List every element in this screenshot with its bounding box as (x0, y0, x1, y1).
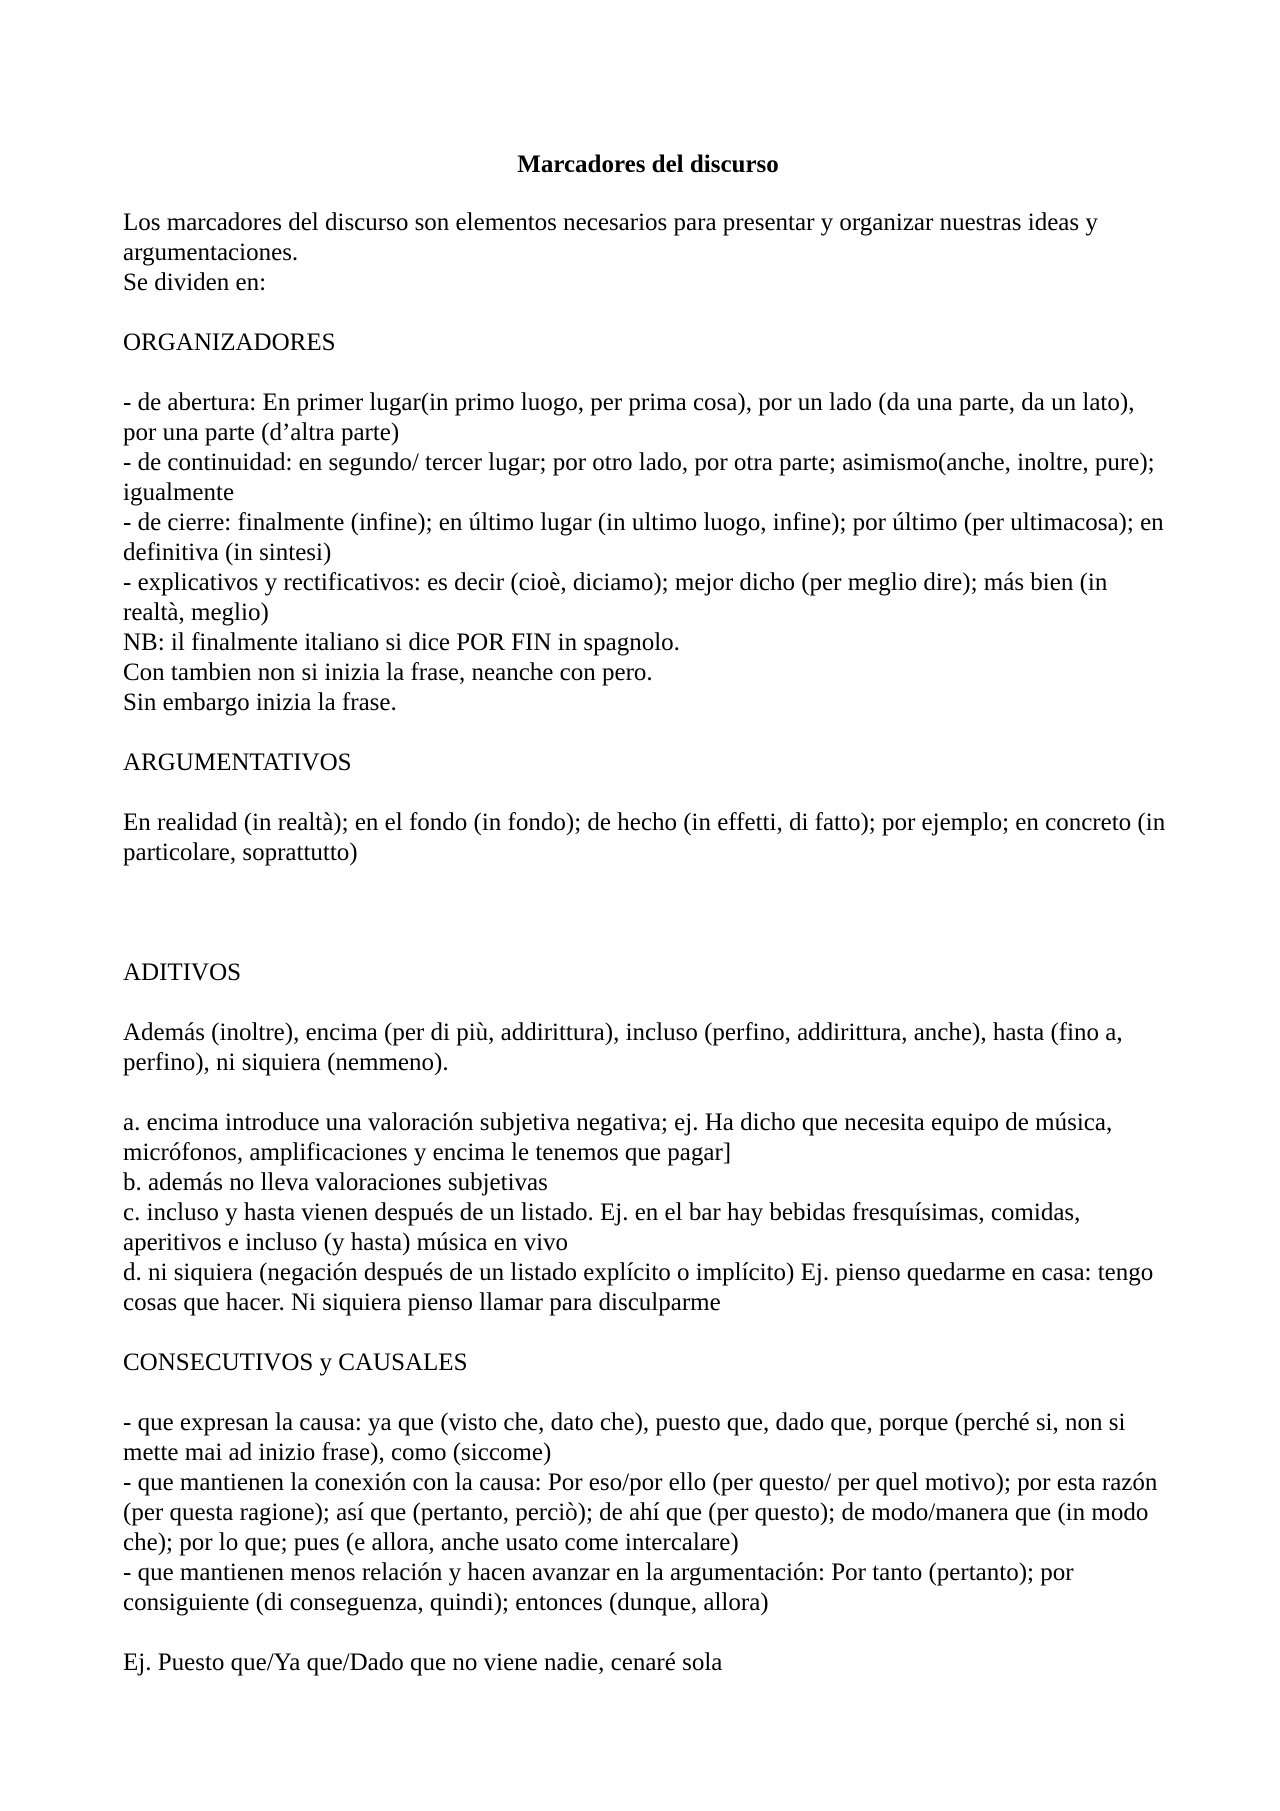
section-body-organizadores (123, 388, 1173, 718)
aditivos-line: Además (inoltre), encima (per di più, addirittura), incluso (perfino, addirittura, anche), hasta (fino a, perfino), ni siquiera (nemmeno). (123, 1019, 1123, 1076)
organizadores-line: Con tambien non si inizia la frase, neanche con pero. (123, 659, 653, 686)
consecutivos-example: Ej. Puesto que/Ya que/Dado que no viene nadie, cenaré sola (123, 1649, 723, 1676)
section-body-aditivos (123, 1018, 1173, 1078)
consecutivos-line: - que mantienen la conexión con la causa: Por eso/por ello (per questo/ per quel motivo); por esta razón (per questa ragione); así que (pertanto, perciò); de ahí que (per questo); de modo/manera que (in modo che); por lo que; pues (e allora, anche usato come intercalare) (123, 1469, 1158, 1556)
organizadores-line: - de abertura: En primer lugar(in primo luogo, per prima cosa), por un lado (da una parte, da un lato), por una parte (d’altra parte) (123, 389, 1135, 446)
aditivos-note: a. encima introduce una valoración subjetiva negativa; ej. Ha dicho que necesita equipo de música, micrófonos, amplificaciones y encima le tenemos que pagar] (123, 1109, 1113, 1166)
organizadores-line: Sin embargo inizia la frase. (123, 689, 397, 716)
consecutivos-line: - que mantienen menos relación y hacen avanzar en la argumentación: Por tanto (pertanto); por consiguiente (di conseguenza, quindi); entonces (dunque, allora) (123, 1559, 1074, 1616)
intro-block (123, 208, 1173, 298)
intro-paragraph: Los marcadores del discurso son elementos necesarios para presentar y organizar nuestras ideas y argumentaciones. (123, 209, 1098, 266)
section-body-argumentativos (123, 808, 1173, 868)
aditivos-note: c. incluso y hasta vienen después de un listado. Ej. en el bar hay bebidas fresquísimas, comidas, aperitivos e incluso (y hasta) música en vivo (123, 1199, 1081, 1256)
organizadores-line: NB: il finalmente italiano si dice POR FIN in spagnolo. (123, 629, 680, 656)
organizadores-line: - explicativos y rectificativos: es decir (cioè, diciamo); mejor dicho (per meglio dire); más bien (in realtà, meglio) (123, 569, 1108, 626)
vertical-spacer (123, 868, 1173, 958)
intro-subheading: Se dividen en: (123, 269, 267, 296)
section-heading-aditivos: ADITIVOS (123, 959, 242, 986)
section-heading-organizadores: ORGANIZADORES (123, 329, 336, 356)
consecutivos-line: - que expresan la causa: ya que (visto che, dato che), puesto que, dado que, porque (perché si, non si mette mai ad inizio frase), como (siccome) (123, 1409, 1126, 1466)
section-heading-consecutivos: CONSECUTIVOS y CAUSALES (123, 1349, 468, 1376)
section-heading-argumentativos: ARGUMENTATIVOS (123, 749, 352, 776)
organizadores-line: - de cierre: finalmente (infine); en último lugar (in ultimo luogo, infine); por último (per ultimacosa); en definitiva (in sintesi) (123, 509, 1164, 566)
aditivos-note: d. ni siquiera (negación después de un listado explícito o implícito) Ej. pienso quedarme en casa: tengo cosas que hacer. Ni siquiera pienso llamar para disculparme (123, 1259, 1154, 1316)
section-body-consecutivos (123, 1408, 1173, 1618)
document-title: Marcadores del discurso (517, 151, 779, 178)
aditivos-note: b. además no lleva valoraciones subjetivas (123, 1169, 548, 1196)
aditivos-notes (123, 1108, 1173, 1318)
argumentativos-line: En realidad (in realtà); en el fondo (in fondo); de hecho (in effetti, di fatto); por ejemplo; en concreto (in particolare, soprattutto) (123, 809, 1166, 866)
organizadores-line: - de continuidad: en segundo/ tercer lugar; por otro lado, por otra parte; asimismo(anche, inoltre, pure); igualmente (123, 449, 1155, 506)
document-page (123, 150, 1173, 1678)
